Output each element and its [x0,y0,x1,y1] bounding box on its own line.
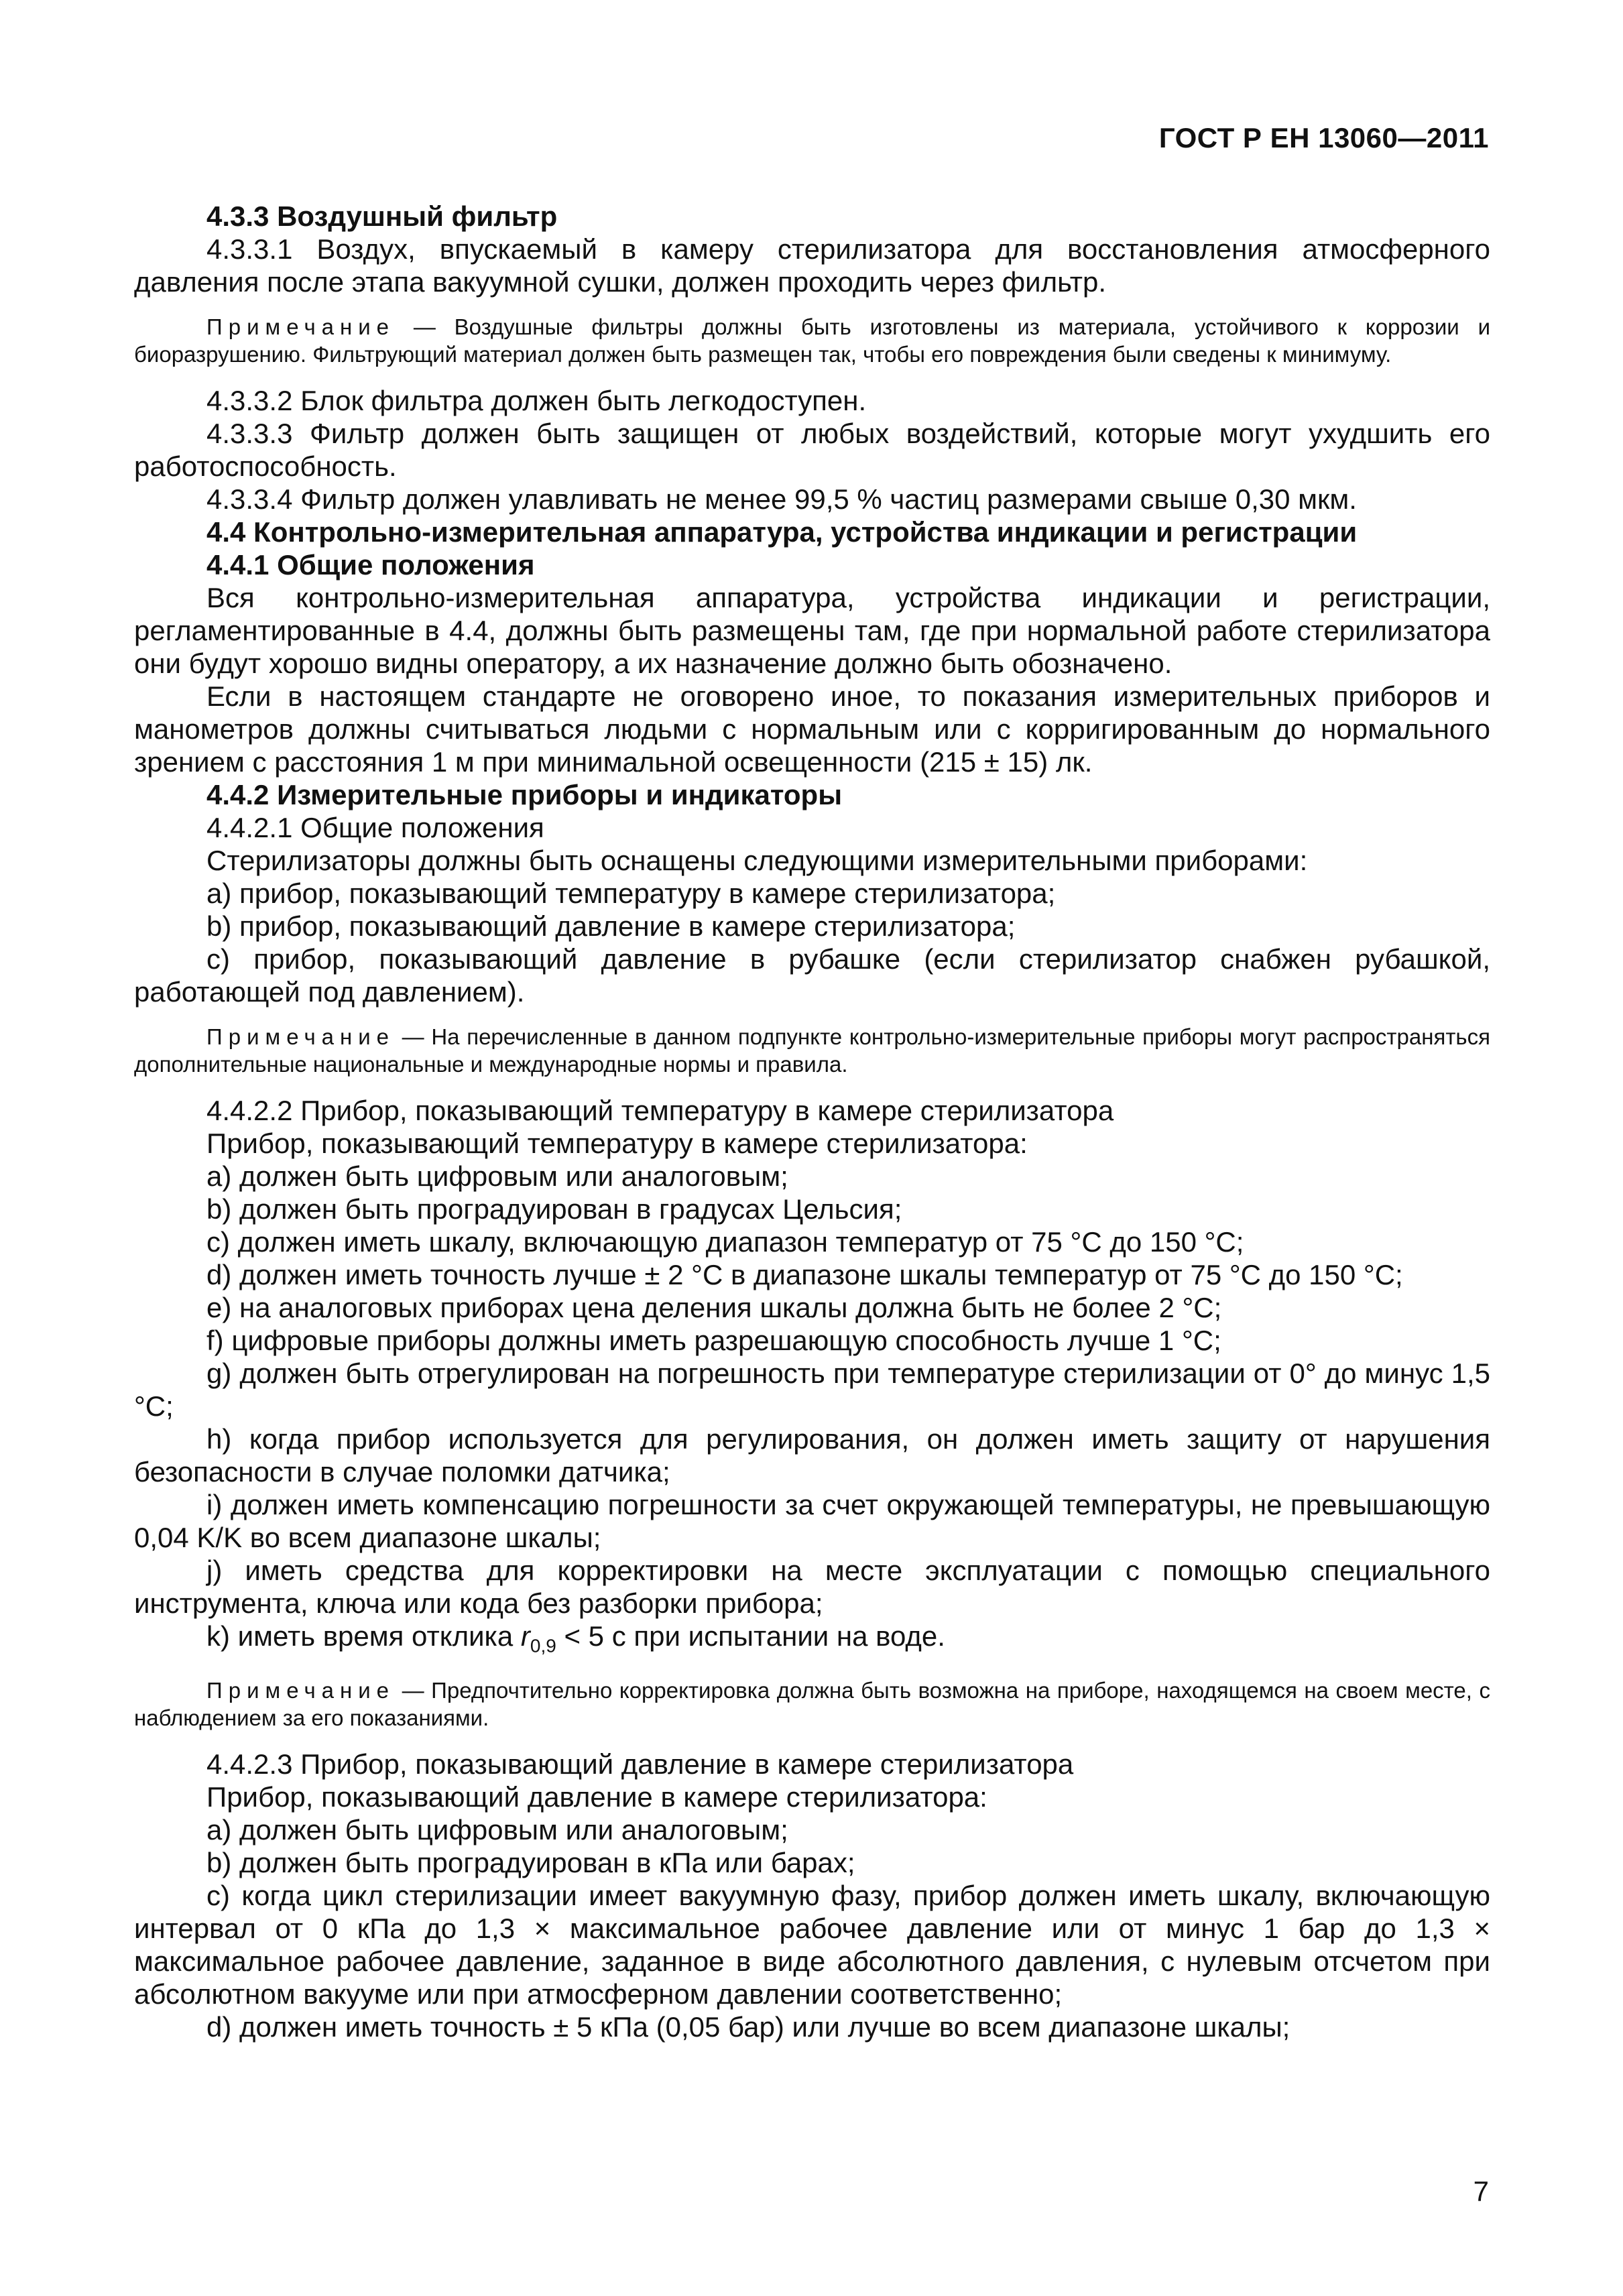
list-item-k [134,1620,1490,1662]
response-time-subscript: 0,9 [530,1635,556,1656]
list-item: c) прибор, показывающий давление в рубашке (если стерилизатор снабжен рубашкой, работающей под давлением). [134,943,1490,1008]
paragraph-4-3-3-2: 4.3.3.2 Блок фильтра должен быть легкодоступен. [206,385,867,416]
document-standard-code: ГОСТ Р ЕН 13060—2011 [1158,122,1489,154]
note-label: Примечание [206,1024,396,1049]
list-intro: Стерилизаторы должны быть оснащены следующими измерительными приборами: [206,845,1308,876]
list-item: b) прибор, показывающий давление в камере стерилизатора; [206,910,1016,942]
note-correction [134,1677,1490,1732]
paragraph-4-4-1-b: Если в настоящем стандарте не оговорено иное, то показания измерительных приборов и манометров должны считываться людьми с нормальным или с корригированным до нормального зрением с расстояния 1 м при минимальной освещенности (215 ± 15) лк. [134,680,1490,778]
list-item: g) должен быть отрегулирован на погрешность при температуре стерилизации от 0° до минус 1,5 °С; [134,1357,1490,1422]
list-item: i) должен иметь компенсацию погрешности за счет окружающей температуры, не превышающую 0,04 K/K во всем диапазоне шкалы; [134,1489,1490,1553]
list-item-k-prefix: k) иметь время отклика [206,1620,521,1652]
list-item: b) должен быть проградуирован в кПа или барах; [206,1847,855,1879]
list-item-k-suffix: < 5 с при испытании на воде. [556,1620,945,1652]
list-item: h) когда прибор используется для регулирования, он должен иметь защиту от нарушения безопасности в случае поломки датчика; [134,1423,1490,1488]
note-text: — На перечисленные в данном подпункте контрольно-измерительные приборы могут распространяться дополнительные национальные и международные нормы и правила. [134,1024,1490,1077]
paragraph-4-3-3-4: 4.3.3.4 Фильтр должен улавливать не менее 99,5 % частиц размерами свыше 0,30 мкм. [206,483,1357,515]
page-number: 7 [1473,2175,1489,2207]
section-heading-4-3-3: 4.3.3 Воздушный фильтр [206,200,558,232]
paragraph-4-4-2-1: 4.4.2.1 Общие положения [206,812,544,843]
note-text: — Предпочтительно корректировка должна быть возможна на приборе, находящемся на своем месте, с наблюдением за его показаниями. [134,1678,1490,1731]
list-item: j) иметь средства для корректировки на месте эксплуатации с помощью специального инструмента, ключа или кода без разборки прибора; [134,1555,1490,1619]
list-item: a) должен быть цифровым или аналоговым; [206,1814,788,1846]
section-heading-4-4-2: 4.4.2 Измерительные приборы и индикаторы [206,779,843,810]
list-item: c) когда цикл стерилизации имеет вакуумную фазу, прибор должен иметь шкалу, включающую интервал от 0 кПа до 1,3 × максимальное рабочее давление или от минус 1 бар до 1,3 × максимальное рабочее давление, заданное в виде абсолютного давления, с нулевым отсчетом при абсолютном вакууме или при атмосферном давлении соответственно; [134,1880,1490,2010]
list-intro: Прибор, показывающий давление в камере стерилизатора: [206,1781,987,1813]
paragraph-4-4-1-a: Вся контрольно-измерительная аппаратура, устройства индикации и регистрации, регламентированные в 4.4, должны быть размещены там, где при нормальной работе стерилизатора они будут хорошо видны оператору, а их назначение должно быть обозначено. [134,582,1490,679]
list-item: b) должен быть проградуирован в градусах Цельсия; [206,1193,902,1225]
paragraph-4-4-2-2: 4.4.2.2 Прибор, показывающий температуру в камере стерилизатора [206,1095,1114,1126]
note-text: — Воздушные фильтры должны быть изготовлены из материала, устойчивого к коррозии и биоразрушению. Фильтрующий материал должен быть размещен так, чтобы его повреждения были сведены к минимуму. [134,314,1490,367]
list-item: d) должен иметь точность ± 5 кПа (0,05 бар) или лучше во всем диапазоне шкалы; [206,2011,1290,2043]
note-label: Примечание [206,1678,396,1703]
note-instruments [134,1023,1490,1078]
note-air-filter [134,313,1490,368]
document-body [134,200,1490,2043]
paragraph-4-3-3-1: 4.3.3.1 Воздух, впускаемый в камеру стерилизатора для восстановления атмосферного давления после этапа вакуумной сушки, должен проходить через фильтр. [134,233,1490,298]
list-item: c) должен иметь шкалу, включающую диапазон температур от 75 °С до 150 °С; [206,1226,1244,1258]
response-time-symbol: r [520,1620,530,1652]
list-item: a) должен быть цифровым или аналоговым; [206,1160,788,1192]
list-item: d) должен иметь точность лучше ± 2 °С в диапазоне шкалы температур от 75 °С до 150 °С; [206,1259,1403,1290]
list-item: e) на аналоговых приборах цена деления шкалы должна быть не более 2 °С; [206,1292,1222,1323]
paragraph-4-4-2-3: 4.4.2.3 Прибор, показывающий давление в камере стерилизатора [206,1748,1074,1780]
section-heading-4-4-1: 4.4.1 Общие положения [206,549,535,581]
list-item: a) прибор, показывающий температуру в камере стерилизатора; [206,878,1056,909]
paragraph-4-3-3-3: 4.3.3.3 Фильтр должен быть защищен от любых воздействий, которые могут ухудшить его работоспособность. [134,418,1490,482]
note-label: Примечание [206,314,396,339]
list-intro: Прибор, показывающий температуру в камере стерилизатора: [206,1128,1028,1159]
section-heading-4-4: 4.4 Контрольно-измерительная аппаратура, устройства индикации и регистрации [206,516,1358,548]
list-item: f) цифровые приборы должны иметь разрешающую способность лучше 1 °С; [206,1325,1221,1356]
